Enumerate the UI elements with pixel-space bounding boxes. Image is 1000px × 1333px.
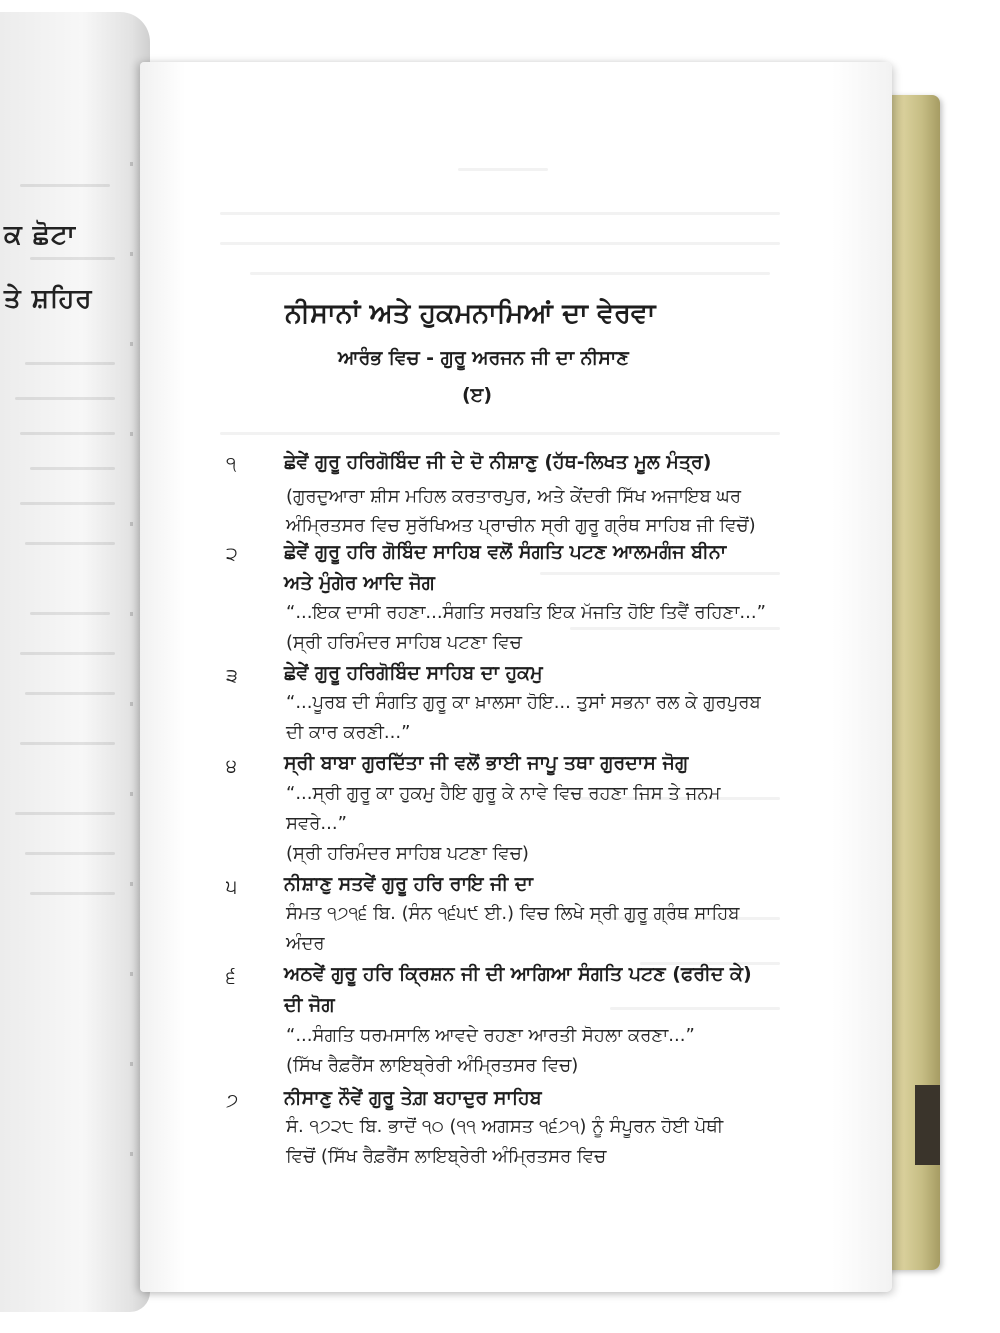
left-page-line-1: ਕ ਛੋਟਾ <box>4 220 76 250</box>
binding-thread <box>130 162 133 1192</box>
entry-title: ਛੇਵੇਂ ਗੁਰੂ ਹਰਿਗੋਬਿੰਦ ਜੀ ਦੇ ਦੋ ਨੀਸ਼ਾਣੁ (ਹੱਥ-ਲਿਖਤ ਮੂਲ ਮੰਤ੍ਰ) <box>284 451 712 473</box>
entry-body: “...ਸ੍ਰੀ ਗੁਰੂ ਕਾ ਹੁਕਮੁ ਹੈਇ ਗੁਰੂ ਕੇ ਨਾਵੇ ਵਿਚ ਰਹਣਾ ਜਿਸ ਤੇ ਜਨਮ <box>286 783 721 804</box>
entry-title: ਨੀਸ਼ਾਣੁ ਸਤਵੇਂ ਗੁਰੂ ਹਰਿ ਰਾਇ ਜੀ ਦਾ <box>284 873 533 895</box>
entry-title: ਨੀਸਾਣੁ ਨੌਵੇਂ ਗੁਰੂ ਤੇਗ਼ ਬਹਾਦੁਰ ਸਾਹਿਬ <box>284 1087 542 1109</box>
entry-number: ੬ <box>226 966 236 988</box>
entry-title: ਛੇਵੇਂ ਗੁਰੂ ਹਰਿ ਗੋਬਿੰਦ ਸਾਹਿਬ ਵਲੋਂ ਸੰਗਤਿ ਪਟਣ ਆਲਮਗੰਜ ਬੀਨਾ <box>284 541 727 563</box>
section-heading: ਨੀਸਾਨਾਂ ਅਤੇ ਹੁਕਮਨਾਮਿਆਂ ਦਾ ਵੇਰਵਾ <box>285 298 656 329</box>
entry-body: ਅੰਮ੍ਰਿਤਸਰ ਵਿਚ ਸੁਰੱਖਿਅਤ ਪ੍ਰਾਚੀਨ ਸ੍ਰੀ ਗੁਰੂ ਗ੍ਰੰਥ ਸਾਹਿਬ ਜੀ ਵਿਚੋਂ) <box>286 515 756 536</box>
entry-number: ੫ <box>226 876 238 898</box>
entry-body: (ਗੁਰਦੁਆਰਾ ਸ਼ੀਸ ਮਹਿਲ ਕਰਤਾਰਪੁਰ, ਅਤੇ ਕੇਂਦਰੀ ਸਿੱਖ ਅਜਾਇਬ ਘਰ <box>286 486 742 507</box>
entry-body: “...ਇਕ ਦਾਸੀ ਰਹਣਾ...ਸੰਗਤਿ ਸਰਬਤਿ ਇਕ ਮੱਜਤਿ ਹੋਇ ਤਿਵੈਂ ਰਹਿਣਾ...” <box>286 602 766 623</box>
left-page <box>0 12 150 1312</box>
entry-title: ਦੀ ਜੋਗ <box>284 994 335 1016</box>
entry-body: “...ਪੂਰਬ ਦੀ ਸੰਗਤਿ ਗੁਰੂ ਕਾ ਖ਼ਾਲਸਾ ਹੋਇ... ਤੁਸਾਂ ਸਭਨਾ ਰਲ ਕੇ ਗੁਰਪੁਰਬ <box>286 692 761 713</box>
entry-body: ਵਿਚੋਂ (ਸਿੱਖ ਰੈਫ਼ਰੈਂਸ ਲਾਇਬ੍ਰੇਰੀ ਅੰਮ੍ਰਿਤਸਰ ਵਿਚ <box>286 1146 607 1167</box>
entry-body: “...ਸੰਗਤਿ ਧਰਮਸਾਲਿ ਆਵਦੇ ਰਹਣਾ ਆਰਤੀ ਸੋਹਲਾ ਕਰਣਾ...” <box>286 1025 695 1046</box>
entry-body: ਸੰਮਤ ੧੭੧੬ ਬਿ. (ਸੰਨ ੧੬੫੯ ਈ.) ਵਿਚ ਲਿਖੇ ਸ੍ਰੀ ਗੁਰੂ ਗ੍ਰੰਥ ਸਾਹਿਬ <box>286 903 740 924</box>
left-page-line-2: ਤੇ ਸ਼ਹਿਰ <box>4 284 93 314</box>
entry-number: ੩ <box>226 665 238 687</box>
entry-number: ੭ <box>226 1090 239 1112</box>
entry-body: (ਸਿੱਖ ਰੈਫ਼ਰੈਂਸ ਲਾਇਬ੍ਰੇਰੀ ਅੰਮ੍ਰਿਤਸਰ ਵਿਚ) <box>286 1055 579 1076</box>
section-marker: (ੲ) <box>462 384 493 406</box>
entry-body: ਅੰਦਰ <box>286 933 325 954</box>
entry-body: (ਸ੍ਰੀ ਹਰਿਮੰਦਰ ਸਾਹਿਬ ਪਟਣਾ ਵਿਚ <box>286 632 522 653</box>
entry-title: ਅਠਵੇਂ ਗੁਰੂ ਹਰਿ ਕ੍ਰਿਸ਼ਨ ਜੀ ਦੀ ਆਗਿਆ ਸੰਗਤਿ ਪਟਣ (ਫਰੀਦ ਕੇ) <box>284 963 752 985</box>
entry-title: ਛੇਵੇਂ ਗੁਰੂ ਹਰਿਗੋਬਿੰਦ ਸਾਹਿਬ ਦਾ ਹੁਕਮੁ <box>284 662 543 684</box>
entry-body: ਸੰ. ੧੭੨੮ ਬਿ. ਭਾਦੋਂ ੧੦ (੧੧ ਅਗਸਤ ੧੬੭੧) ਨੂੰ ਸੰਪੂਰਨ ਹੋਈ ਪੋਥੀ <box>286 1116 724 1137</box>
book-cover-band <box>915 1085 940 1165</box>
entry-number: ੨ <box>226 543 238 565</box>
entry-body: ਦੀ ਕਾਰ ਕਰਣੀ...” <box>286 722 411 743</box>
entry-body: (ਸ੍ਰੀ ਹਰਿਮੰਦਰ ਸਾਹਿਬ ਪਟਣਾ ਵਿਚ) <box>286 843 529 864</box>
entry-title: ਅਤੇ ਮੁੰਗੇਰ ਆਦਿ ਜੋਗ <box>284 572 435 594</box>
entry-number: ੪ <box>226 755 237 777</box>
entry-number: ੧ <box>226 453 237 475</box>
entry-title: ਸ੍ਰੀ ਬਾਬਾ ਗੁਰਦਿੱਤਾ ਜੀ ਵਲੋਂ ਭਾਈ ਜਾਪੂ ਤਥਾ ਗੁਰਦਾਸ ਜੋਗੁ <box>284 752 689 774</box>
section-subheading: ਆਰੰਭ ਵਿਚ - ਗੁਰੂ ਅਰਜਨ ਜੀ ਦਾ ਨੀਸਾਣ <box>338 347 629 369</box>
entry-body: ਸਵਰੇ...” <box>286 813 347 834</box>
